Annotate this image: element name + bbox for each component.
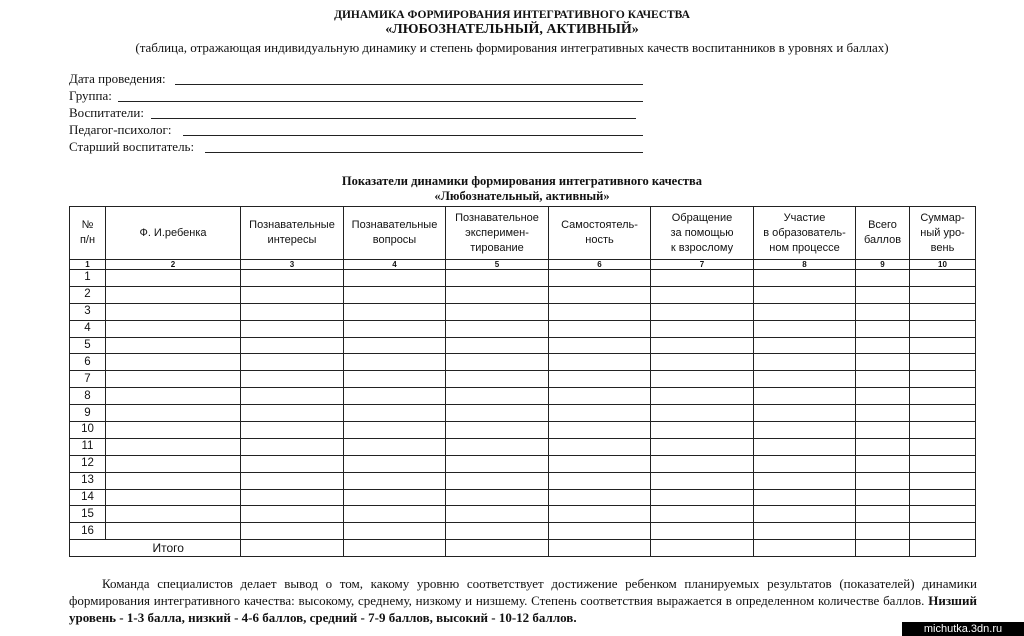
empty-cell[interactable]	[754, 523, 856, 540]
empty-cell[interactable]	[241, 337, 344, 354]
column-number-cell: 5	[446, 260, 549, 270]
empty-cell[interactable]	[549, 472, 651, 489]
table-row	[70, 354, 976, 371]
empty-cell[interactable]	[549, 438, 651, 455]
empty-cell[interactable]	[856, 438, 910, 455]
table-row	[70, 489, 976, 506]
table-header-row	[70, 207, 976, 260]
empty-cell[interactable]	[910, 270, 976, 287]
empty-cell[interactable]	[106, 371, 241, 388]
conclusion-text: Команда специалистов делает вывод о том, какому уровню соответствует достижение ребенком планируемых результатов (показателей) динамики формирования интегративного качества: высокому, среднему, низкому и низшему. Степень соответствия выражается в определенном количестве баллов.	[69, 576, 977, 608]
empty-cell[interactable]	[106, 405, 241, 422]
empty-cell[interactable]	[651, 489, 754, 506]
empty-cell[interactable]	[344, 388, 446, 405]
row-number-cell: 8	[70, 388, 106, 405]
column-number-cell: 7	[651, 260, 754, 270]
empty-cell[interactable]	[910, 303, 976, 320]
empty-cell[interactable]	[106, 320, 241, 337]
empty-cell[interactable]	[241, 371, 344, 388]
empty-cell[interactable]	[651, 270, 754, 287]
empty-cell[interactable]	[344, 320, 446, 337]
col-header-number: № п/н	[70, 207, 106, 260]
row-number-cell: 12	[70, 455, 106, 472]
empty-cell[interactable]	[344, 472, 446, 489]
empty-cell[interactable]	[651, 286, 754, 303]
empty-cell[interactable]	[549, 422, 651, 439]
empty-cell[interactable]	[856, 455, 910, 472]
empty-cell[interactable]	[651, 405, 754, 422]
empty-cell[interactable]	[106, 286, 241, 303]
row-number-cell: 5	[70, 337, 106, 354]
column-number-cell: 9	[856, 260, 910, 270]
total-cell[interactable]	[241, 540, 344, 557]
empty-cell[interactable]	[446, 388, 549, 405]
total-cell[interactable]	[910, 540, 976, 557]
doc-subtitle: (таблица, отражающая индивидуальную динамику и степень формирования интегративных качеств воспитанников в уровнях и баллах)	[135, 40, 889, 55]
empty-cell[interactable]	[549, 354, 651, 371]
conclusion-levels: Низший уровень - 1-3 балла, низкий - 4-6 баллов, средний - 7-9 баллов, высокий - 10-12 баллов.	[69, 593, 978, 625]
field-date-line	[175, 84, 643, 85]
empty-cell[interactable]	[910, 371, 976, 388]
empty-cell[interactable]	[446, 320, 549, 337]
empty-cell[interactable]	[344, 405, 446, 422]
empty-cell[interactable]	[549, 523, 651, 540]
empty-cell[interactable]	[446, 303, 549, 320]
empty-cell[interactable]	[241, 438, 344, 455]
empty-cell[interactable]	[344, 422, 446, 439]
total-row	[70, 540, 976, 557]
row-number-cell: 3	[70, 303, 106, 320]
field-senior-educator-line	[205, 152, 643, 153]
empty-cell[interactable]	[106, 489, 241, 506]
empty-cell[interactable]	[856, 472, 910, 489]
row-number-cell: 6	[70, 354, 106, 371]
empty-cell[interactable]	[344, 506, 446, 523]
empty-cell[interactable]	[856, 320, 910, 337]
empty-cell[interactable]	[241, 320, 344, 337]
col-header-summary-level: Суммар- ный уро- вень	[910, 207, 976, 260]
empty-cell[interactable]	[446, 472, 549, 489]
empty-cell[interactable]	[106, 303, 241, 320]
empty-cell[interactable]	[344, 371, 446, 388]
row-number-cell: 4	[70, 320, 106, 337]
column-number-cell: 2	[106, 260, 241, 270]
empty-cell[interactable]	[910, 286, 976, 303]
empty-cell[interactable]	[651, 337, 754, 354]
doc-title-line1: ДИНАМИКА ФОРМИРОВАНИЯ ИНТЕГРАТИВНОГО КАЧЕСТВА	[334, 9, 690, 21]
row-number-cell: 11	[70, 438, 106, 455]
empty-cell[interactable]	[910, 405, 976, 422]
table-row	[70, 303, 976, 320]
field-psychologist-line	[183, 135, 643, 136]
empty-cell[interactable]	[241, 405, 344, 422]
empty-cell[interactable]	[856, 388, 910, 405]
column-number-cell: 1	[70, 260, 106, 270]
empty-cell[interactable]	[241, 270, 344, 287]
empty-cell[interactable]	[651, 371, 754, 388]
field-educators-line	[151, 118, 636, 119]
empty-cell[interactable]	[241, 489, 344, 506]
empty-cell[interactable]	[549, 320, 651, 337]
empty-cell[interactable]	[106, 270, 241, 287]
col-header-cognitive-interests: Познавательные интересы	[241, 207, 344, 260]
empty-cell[interactable]	[344, 489, 446, 506]
empty-cell[interactable]	[856, 337, 910, 354]
empty-cell[interactable]	[446, 354, 549, 371]
empty-cell[interactable]	[754, 455, 856, 472]
table-row	[70, 286, 976, 303]
empty-cell[interactable]	[651, 472, 754, 489]
col-header-cognitive-questions: Познавательные вопросы	[344, 207, 446, 260]
total-cell[interactable]	[856, 540, 910, 557]
empty-cell[interactable]	[910, 320, 976, 337]
empty-cell[interactable]	[651, 506, 754, 523]
col-header-total-points: Всего баллов	[856, 207, 910, 260]
empty-cell[interactable]	[446, 286, 549, 303]
empty-cell[interactable]	[910, 422, 976, 439]
empty-cell[interactable]	[651, 354, 754, 371]
empty-cell[interactable]	[344, 438, 446, 455]
empty-cell[interactable]	[344, 455, 446, 472]
empty-cell[interactable]	[549, 371, 651, 388]
empty-cell[interactable]	[344, 523, 446, 540]
field-group-line	[118, 101, 643, 102]
empty-cell[interactable]	[754, 337, 856, 354]
field-psychologist-label: Педагог-психолог:	[69, 122, 172, 137]
empty-cell[interactable]	[241, 286, 344, 303]
empty-cell[interactable]	[856, 371, 910, 388]
row-number-cell: 14	[70, 489, 106, 506]
empty-cell[interactable]	[106, 438, 241, 455]
total-cell[interactable]	[344, 540, 446, 557]
empty-cell[interactable]	[446, 523, 549, 540]
col-header-child-name: Ф. И.ребенка	[106, 207, 241, 260]
empty-cell[interactable]	[910, 354, 976, 371]
field-senior-educator-label: Старший воспитатель:	[69, 139, 195, 154]
total-cell[interactable]	[651, 540, 754, 557]
field-senior-educator	[69, 139, 643, 155]
empty-cell[interactable]	[856, 270, 910, 287]
table-row	[70, 506, 976, 523]
empty-cell[interactable]	[651, 438, 754, 455]
column-number-cell: 4	[344, 260, 446, 270]
table-row	[70, 270, 976, 287]
col-header-participation: Участие в образователь- ном процессе	[754, 207, 856, 260]
table-row	[70, 371, 976, 388]
empty-cell[interactable]	[446, 506, 549, 523]
empty-cell[interactable]	[549, 489, 651, 506]
empty-cell[interactable]	[106, 388, 241, 405]
empty-cell[interactable]	[344, 337, 446, 354]
empty-cell[interactable]	[754, 506, 856, 523]
empty-cell[interactable]	[651, 303, 754, 320]
empty-cell[interactable]	[754, 388, 856, 405]
empty-cell[interactable]	[651, 523, 754, 540]
empty-cell[interactable]	[651, 422, 754, 439]
empty-cell[interactable]	[344, 270, 446, 287]
empty-cell[interactable]	[241, 523, 344, 540]
field-date-label: Дата проведения:	[69, 71, 166, 86]
column-numbers-row	[70, 260, 976, 270]
doc-title-quality: «ЛЮБОЗНАТЕЛЬНЫЙ, АКТИВНЫЙ»	[385, 22, 639, 37]
empty-cell[interactable]	[106, 354, 241, 371]
empty-cell[interactable]	[754, 303, 856, 320]
empty-cell[interactable]	[754, 422, 856, 439]
empty-cell[interactable]	[856, 489, 910, 506]
empty-cell[interactable]	[856, 303, 910, 320]
table-row	[70, 438, 976, 455]
table-title-line1: Показатели динамики формирования интегративного качества	[341, 174, 703, 188]
row-number-cell: 1	[70, 270, 106, 287]
empty-cell[interactable]	[910, 472, 976, 489]
empty-cell[interactable]	[754, 286, 856, 303]
empty-cell[interactable]	[241, 388, 344, 405]
field-educators	[69, 105, 636, 121]
empty-cell[interactable]	[446, 371, 549, 388]
empty-cell[interactable]	[549, 405, 651, 422]
table-row	[70, 523, 976, 540]
empty-cell[interactable]	[446, 337, 549, 354]
empty-cell[interactable]	[651, 320, 754, 337]
col-header-independence: Самостоятель- ность	[549, 207, 651, 260]
table-row	[70, 320, 976, 337]
empty-cell[interactable]	[344, 286, 446, 303]
empty-cell[interactable]	[754, 320, 856, 337]
empty-cell[interactable]	[910, 337, 976, 354]
empty-cell[interactable]	[754, 371, 856, 388]
col-header-experimentation: Познавательное эксперимен- тирование	[446, 207, 549, 260]
empty-cell[interactable]	[446, 422, 549, 439]
dynamics-table	[69, 206, 976, 557]
empty-cell[interactable]	[910, 438, 976, 455]
row-number-cell: 2	[70, 286, 106, 303]
empty-cell[interactable]	[856, 523, 910, 540]
table-row	[70, 472, 976, 489]
row-number-cell: 9	[70, 405, 106, 422]
empty-cell[interactable]	[241, 354, 344, 371]
empty-cell[interactable]	[446, 270, 549, 287]
empty-cell[interactable]	[241, 303, 344, 320]
empty-cell[interactable]	[106, 337, 241, 354]
empty-cell[interactable]	[106, 506, 241, 523]
empty-cell[interactable]	[446, 438, 549, 455]
watermark: michutka.3dn.ru	[902, 622, 1024, 636]
empty-cell[interactable]	[106, 472, 241, 489]
empty-cell[interactable]	[549, 506, 651, 523]
empty-cell[interactable]	[241, 472, 344, 489]
field-psychologist	[69, 122, 643, 138]
empty-cell[interactable]	[754, 405, 856, 422]
conclusion-paragraph	[69, 575, 977, 626]
empty-cell[interactable]	[344, 303, 446, 320]
empty-cell[interactable]	[856, 286, 910, 303]
total-cell[interactable]	[549, 540, 651, 557]
row-number-cell: 7	[70, 371, 106, 388]
col-header-asking-adult: Обращение за помощью к взрослому	[651, 207, 754, 260]
table-row	[70, 405, 976, 422]
empty-cell[interactable]	[910, 506, 976, 523]
table-title-line2: «Любознательный, активный»	[434, 189, 610, 203]
empty-cell[interactable]	[549, 270, 651, 287]
empty-cell[interactable]	[241, 506, 344, 523]
empty-cell[interactable]	[910, 489, 976, 506]
column-number-cell: 6	[549, 260, 651, 270]
empty-cell[interactable]	[446, 489, 549, 506]
total-cell[interactable]	[754, 540, 856, 557]
empty-cell[interactable]	[549, 286, 651, 303]
empty-cell[interactable]	[106, 523, 241, 540]
empty-cell[interactable]	[549, 337, 651, 354]
table-row	[70, 388, 976, 405]
column-number-cell: 10	[910, 260, 976, 270]
column-number-cell: 3	[241, 260, 344, 270]
empty-cell[interactable]	[910, 388, 976, 405]
empty-cell[interactable]	[754, 472, 856, 489]
total-empty-cell	[70, 540, 106, 557]
empty-cell[interactable]	[241, 422, 344, 439]
empty-cell[interactable]	[549, 303, 651, 320]
empty-cell[interactable]	[856, 422, 910, 439]
field-educators-label: Воспитатели:	[69, 105, 144, 120]
empty-cell[interactable]	[754, 489, 856, 506]
empty-cell[interactable]	[549, 388, 651, 405]
row-number-cell: 15	[70, 506, 106, 523]
empty-cell[interactable]	[754, 270, 856, 287]
empty-cell[interactable]	[856, 354, 910, 371]
empty-cell[interactable]	[754, 438, 856, 455]
table-row	[70, 337, 976, 354]
empty-cell[interactable]	[549, 455, 651, 472]
empty-cell[interactable]	[910, 523, 976, 540]
empty-cell[interactable]	[344, 354, 446, 371]
empty-cell[interactable]	[856, 405, 910, 422]
table-row	[70, 455, 976, 472]
empty-cell[interactable]	[106, 455, 241, 472]
empty-cell[interactable]	[651, 455, 754, 472]
field-group-label: Группа:	[69, 88, 112, 103]
row-number-cell: 16	[70, 523, 106, 540]
field-group	[69, 88, 643, 104]
row-number-cell: 10	[70, 422, 106, 439]
empty-cell[interactable]	[446, 455, 549, 472]
total-label: Итого	[106, 540, 241, 557]
empty-cell[interactable]	[754, 354, 856, 371]
empty-cell[interactable]	[910, 455, 976, 472]
column-number-cell: 8	[754, 260, 856, 270]
field-date	[69, 71, 643, 87]
total-cell[interactable]	[446, 540, 549, 557]
table-row	[70, 422, 976, 439]
empty-cell[interactable]	[446, 405, 549, 422]
empty-cell[interactable]	[241, 455, 344, 472]
empty-cell[interactable]	[856, 506, 910, 523]
empty-cell[interactable]	[651, 388, 754, 405]
empty-cell[interactable]	[106, 422, 241, 439]
row-number-cell: 13	[70, 472, 106, 489]
